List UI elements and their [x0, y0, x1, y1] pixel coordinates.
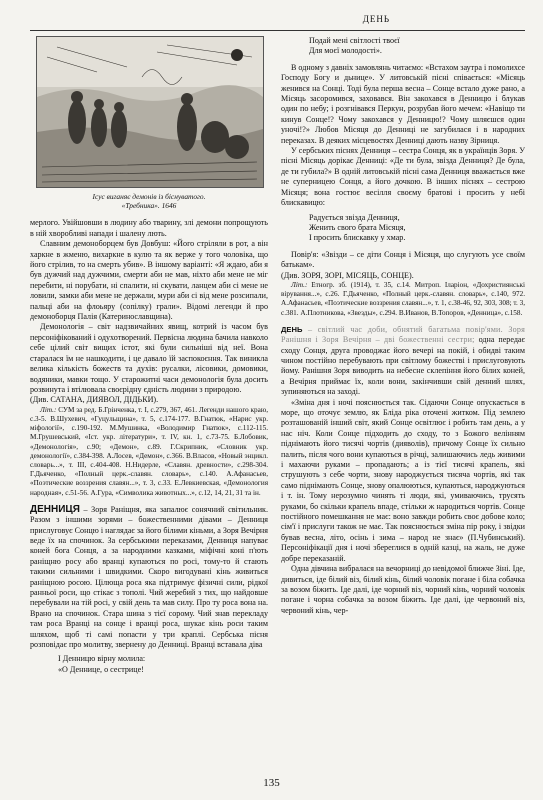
verse-line: І Денницю вірну молила: [58, 654, 146, 664]
paragraph: Демонологія – світ надзвичайних явищ, котрий із часом був персоніфікований і одухотворений. Первісна людина бачила навколо себе цілий світ вищих істот, які були сильніші від неї. Вона старалася їм не нашкодити, і це давало їй заспокоєння. Так виникла велика кількість божеств та духів: русалки, лісовики, домовики, водяники, мавки тощо. У старожитні часи демонологія була досить розвинута і втілювала своєрідну єдність людини з природою. [30, 322, 268, 394]
references-text: СУМ за ред. Б.Грінченка, т. І, с.279, 367, 461. Легенди нашого краю, с.3-5. В.Шухевич, «Гуцульщина», т. 5, с.174-177. В.Гнатюк, «Нарис укр. міфології», с.190-192. М.Мушинка, «Володимир Гнатюк», с.112-115. М.Грушевський, «Іст. укр. літератури», т. IV, кн. 1, с.73-75. Б.Лобовик, «Демонологія», с.90; «Демон», с.89. Г.Скрипник, «Словник укр. демонології», с.384-398. А.Лосев, «Демон», с.366. В.Власов, «Новый энцикл. словарь...», т. III, с.404-408. Н.Нидерле, «Славян. древности», с.298-304. Г.Дьяченко, «Полный церк.-славян. словарь», с.140. А.Афанасьев, «Поэтические воззрения славян...», т. 3, с.33. Е.Левкиевская, «Демонология народная», с.51-56. А.Гура, «Символика животных...», с.12, 14, 21, 31 та ін. [30, 405, 268, 497]
entry-definition: – світлий час доби, обнятий багатьма повір'ями. Зоря Ранішня і Зоря Вечірня – дві божественні сестри; [281, 324, 525, 345]
figure-engraving [36, 36, 264, 188]
entry-dennytsia [30, 505, 268, 651]
verse-line: Подай мені світлості твоєї [309, 36, 400, 45]
entry-term: ДЕННИЦЯ [30, 503, 80, 515]
verse-line: Радується звізда Денниця, [309, 212, 400, 222]
paragraph: Славним демоноборцем був Довбуш: «Його стріляли в рот, а він харкне в жменю, вихаркне в кулю та як верже у того чоловіка, що його стрілив, то на смерть убив». В іншому варіанті: «Я ждаю, аби я був дужчий над дужчими, смерти аби не мав, ніхто аби мене не міг перебити, ні порубати, ні спалити, ні скувати, ланцем аби сі мене не ловили, замки аби мене не держали, мури аби сі від мене розсипали, пальці аби на флоьяру (сопілку) грали». Відомі легенди й про демоноборця Палія (Катериноcлавщина). [30, 239, 268, 322]
running-title: ДЕНЬ [362, 14, 390, 24]
verse [309, 36, 525, 57]
references-label: Літ.: [291, 280, 308, 289]
verse-line: Для моєї молодості». [309, 46, 382, 56]
entry-text: одна передає сходу Сонця, друга проводжає його вечері на покій, і обидві таким чином постійно перебувають при світлому божестві і прислуговують йому. Ранішня Зоря виводить на небесне склепіння його білих коней, а Вечірня приймає їх, коли вони, закінчивши свій денний шлях, зупиняються на заході. [281, 335, 525, 397]
paragraph: мерлого. Увійшовши в людину або тварину, злі демони попрощують в ній хворобливі напади і шалену лють. [30, 218, 268, 238]
references [30, 406, 268, 498]
paragraph: У сербських піснях Денниця – сестра Сонця, як в українців Зоря. У пісні Місяць дорікає Денниці: «Де ти була, звізда Денниця? Де була, де ти губила?» В одній литовській пісні сама Денниця вважається вже не суперницею Сонця, а його дочкою. В інших піснях – сестрою Місяця; вона гостює весілля своєму братові і просить у небі блискавицю: [281, 146, 525, 208]
caption-line-1: Ісус виганяє демонів із біснуватого. [92, 192, 206, 201]
see-also: (Див. САТАНА, ДИЯВОЛ, ДІДЬКИ). [30, 395, 159, 405]
verse [58, 654, 268, 675]
verse [309, 213, 525, 244]
right-column [281, 36, 525, 616]
references-label: Літ.: [40, 405, 57, 414]
paragraph: Повір'я: «Звізди – се діти Сонця і Місяця, що слугують усе своїм батькам». [281, 249, 525, 270]
page-number: 135 [263, 777, 280, 789]
figure-caption [30, 192, 268, 210]
references-text: Етногр. зб. (1914), т. 35, с.14. Митроп. Іларіон, «Дохристиянські вірування...», с.26. Г.Дьяченко, «Полный церк.-славян. словарь», с.140, 972. А.Афанасьев, «Поэтические воззрения славян...», т. 1, с.38-46, 92, 303, 308; т. 3, с.381. А.Плотникова, «Звезды», с.294. В.Иванов, В.Топоров, «Денница», с.158. [281, 280, 525, 317]
entry-term: ДЕНЬ [281, 324, 303, 334]
verse-line: Женить свого брата Місяця, [309, 222, 406, 232]
caption-line-2: «Требника». 1646 [121, 201, 177, 211]
entry-text: – Зоря Раніщня, яка запалює сонячний світильник. Разом з іншими зорями – божественними дівами – Денниця прислуговує Сонцю і наглядає за його білими кіньми, а Зоря Вечірня веде їх на спочинок. За сербськими переказами, Денниця напуває коней бога Сонця, а за народними казками, міфічні коні п'ють раніщню росу або вранці купаються по росі, тому-то й стають такими сильними і швидкими. Скоро вигодувані кінь живиться раніщною росою. Цілюща роса яка підтримує фізичні сили, рідкої ранньої роси, що стікає з тополі. Чий жеребий з тих, що найдовше перебували на тій росі, у свій день та мав силу. Про ту роса вона на. Врано на спочинок. Стара шина з тієї сорому. Чий знав перекладу там роса Вранці на сонце і вранці роса, шукає кінь роси таким шляхом, щоб ті самі попасти у три краплі. Сербська пісня розповідає про молитву, звернену до Денниці. Вранці вставала діва [30, 504, 268, 650]
entry-den [281, 325, 525, 398]
verse-line: І просить блискавку у хмар. [309, 233, 406, 243]
verse-line: «О Деннице, о сестрице! [58, 664, 144, 674]
paragraph: В одному з давніх замовлянь читаємо: «Встахом заутра і помолихсе Господу Богу и дьнице». У литовській пісні співається: «Місяць женився на Сонці. Тоді була перша весна – Сонце встало дуже рано, а Місяць засоромився, заховався. Він закохався в Денницю і блукав один по небу; і розгнівався Перкун, розрубав його мечем: «Навіщо ти кинув Сонце!? Чому закохався у Денницю!? Чому шляєшся один уночі!?» Любов Місяця до Денниці не загубилася і в народних переказах. В деяких місцевостях Денниці дають назву Зірниця. [281, 62, 525, 145]
engraving-illustration [37, 37, 263, 187]
paragraph: «Зміна дня і ночі пояснюється так. Сідаючи Сонце опускається в море, що оточує землю, як Бліда ріка оточені житком. Під землею розташованій інший світ, який Сонце освітлює і робить там день, а у нас ніч. Коли Сонце підходить до сходу, то з Божого велінням піднімають його тисячі чортів (дияволів), причому Сонце їх сильно палить, після чого вони купаються в річці, залишаючись ледь живими і махаючи руками – пропадають; а із тієї тисячі крапель, які струшують з себе чорти, знову народжується тисяча чортів, які так само піднімають Сонце, знову опалюються, купаються, народжуються і т. ін. Тому нерозумно чинять ті люди, які, умиваючись, трусять руками, бо скільки крапель впаде, стільки ж народиться чортів. Сонце постійного помешкання не має: воно завжди робить своє добове коло; сім'ї і прислуги також не має. Так пояснюється зміна пір року, і звідки бував весна, літо, осінь і зима – народ не знає» (П.Чубинський). Персоніфікації дня і ночі збереглися в одній казці, на жаль, не дуже добре переказаній. [281, 397, 525, 563]
see-also: (Див. ЗОРЯ, ЗОРІ, МІСЯЦЬ, СОНЦЕ). [281, 270, 414, 280]
paragraph: Одна дівчина вибралася на вечорниці до невідомої ближче Зіні. Іде, дивиться, іде білий віз, білий кінь, білий чоловік погане і біла собачка за возом біжить. Іде далі, іде чорний віз, чорний кінь, чорний чоловік погане і чорна собачка за возом біжить. Іде далі, іде червоний віз, червоний кінь, чер- [281, 564, 525, 615]
page-header [30, 12, 525, 31]
references [281, 281, 525, 318]
left-column [30, 36, 268, 681]
